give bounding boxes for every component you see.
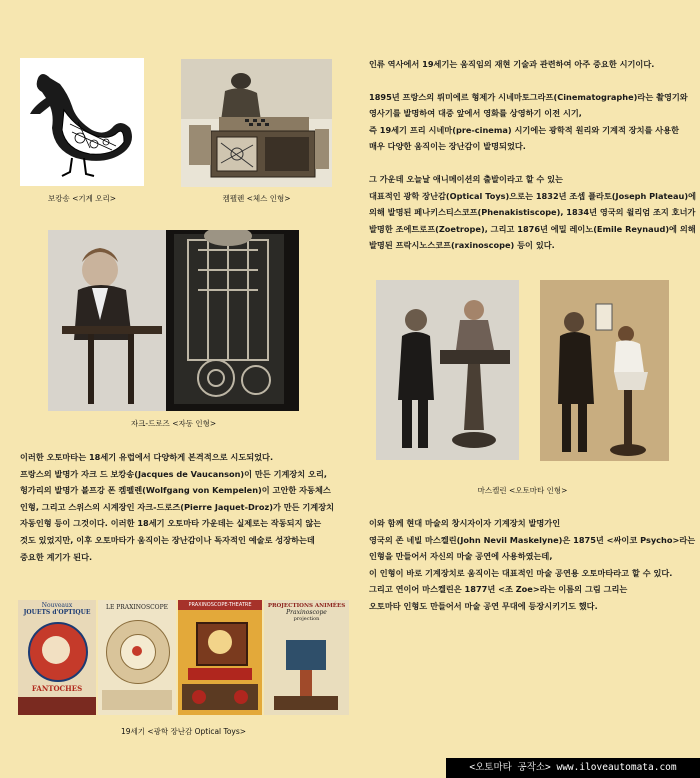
poster-text: FANTOCHES (31, 684, 83, 693)
poster-text: Nouveaux (41, 602, 73, 609)
intro-paragraph-1: 인류 역사에서 19세기는 움직임의 재현 기술과 관련하여 아주 중요한 시기이다. (369, 59, 655, 69)
text-line: 중요한 계기가 된다. (20, 551, 93, 562)
jaquet-droz-image (48, 230, 299, 411)
poster-praxinoscope (98, 600, 176, 715)
text-line: 대표적인 광학 장난감(Optical Toys)으로는 1832년 조셉 플라토(Joseph Plateau)에 (369, 190, 696, 201)
text-line: 오토마타 인형도 만들어서 마술 공연 무대에 등장시키기도 했다. (369, 600, 598, 611)
text-line: 즉 19세기 프리 시네마(pre-cinema) 시기에는 광학적 원리와 기계적 장치를 사용한 (369, 124, 680, 135)
poster-text: JOUETS d'OPTIQUE (23, 609, 91, 616)
text-line: 그리고 연이어 마스켈린은 1877년 <조 Zoe>라는 이름의 그림 그리는 (369, 584, 628, 595)
poster-text: LE PRAXINOSCOPE (105, 604, 168, 611)
footer-site-bar: <오토마타 공작소> www.iloveautomata.com (446, 758, 700, 778)
text-line: 이 인형이 바로 기계장치로 움직이는 대표적인 마술 공연용 오토마타라고 할 수 있다. (369, 567, 673, 578)
text-line: 인형을 만들어서 자신의 마술 공연에 사용하였는데, (369, 551, 553, 562)
maskelyne-caption: 마스켈린 <오토마타 인형> (477, 486, 568, 495)
automata-history-text (20, 449, 350, 565)
text-line: 헝가리의 발명가 볼프강 폰 켐펠렌(Wolfgang von Kempelen)이 고안한 자동체스 (20, 485, 331, 496)
text-line: 발명한 조에트로프(Zoetrope), 그리고 1876년 에밀 레이노(Emile Reynaud)에 의해 (369, 223, 696, 234)
poster-text: PRAXINOSCOPE-THEATRE (178, 600, 262, 610)
text-line: 영국의 존 네빌 마스켈린(John Nevil Maskelyne)은 1875년 <싸이코 Psycho>라는 (369, 534, 696, 545)
text-line: 1895년 프랑스의 뤼미에르 형제가 시네마토그라프(Cinematographe)라는 촬영기와 (369, 91, 688, 102)
text-line: 이러한 오토마타는 18세기 유럽에서 다양하게 본격적으로 시도되었다. (20, 452, 274, 462)
text-line: 의해 발명된 페나키스티스코프(Phenakistiscope), 1834년 영국의 윌리엄 조지 호너가 (369, 207, 696, 218)
poster-text: projection (293, 616, 320, 622)
poster-praxinoscope-theatre (178, 600, 262, 715)
poster-text: Praxinoscope (286, 609, 327, 616)
poster-projections-animees (264, 600, 349, 715)
poster-text: PROJECTIONS ANIMÉES (267, 603, 346, 609)
intro-text (369, 56, 696, 254)
text-line: 이와 함께 현대 마술의 창시자이자 기계장치 발명가인 (369, 518, 561, 528)
text-line: 자동인형 등이 그것이다. 이러한 18세기 오토마타 가운데는 실제로는 작동되지 않는 (20, 518, 322, 529)
text-line: 것도 있었지만, 이후 오토마타가 움직이는 장난감이나 독자적인 예술로 성장하는데 (20, 534, 315, 545)
optical-toys-caption: 19세기 <광학 장난감 Optical Toys> (120, 727, 247, 736)
optical-toys-image (18, 600, 349, 715)
chess-turk-caption: 켐펠렌 <체스 인형> (222, 194, 291, 203)
poster-jouets-optique (18, 600, 96, 715)
text-line: 그 가운데 오늘날 애니메이션의 출발이라고 할 수 있는 (369, 173, 563, 184)
text-line: 매우 다양한 움직이는 장난감이 발명되었다. (369, 141, 526, 152)
maskelyne-text (369, 515, 694, 615)
chess-turk-image (181, 59, 332, 187)
maskelyne-photo-2 (540, 280, 669, 461)
text-line: 영사기를 발명하여 대중 앞에서 영화를 상영하기 이전 시기, (369, 108, 582, 119)
text-line: 프랑스의 발명가 자크 드 보캉송(Jacques de Vaucanson)이 만든 기계장치 오리, (20, 468, 327, 479)
duck-caption: 보캉송 <기계 오리> (47, 194, 117, 203)
jaquet-droz-caption: 자크-드로즈 <자동 인형> (130, 419, 217, 428)
duck-image (20, 58, 144, 186)
maskelyne-photo-1 (376, 280, 519, 460)
text-line: 인형, 그리고 스위스의 시계장인 자크-드로즈(Pierre Jaquet-Droz)가 만든 기계장치 (20, 501, 335, 512)
text-line: 발명된 프락시노스코프(raxinoscope) 등이 있다. (369, 240, 555, 251)
